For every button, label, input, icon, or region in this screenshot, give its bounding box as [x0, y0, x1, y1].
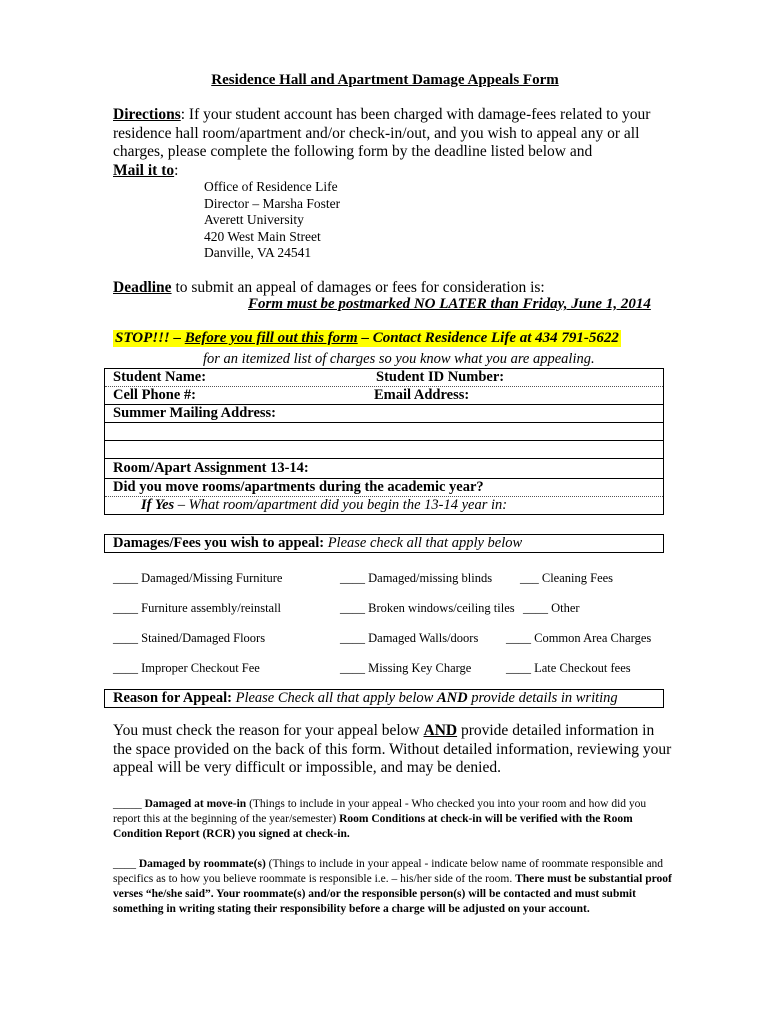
- stop-prefix: STOP!!! –: [115, 330, 185, 346]
- student-name-label: Student Name:: [113, 369, 207, 385]
- reason-heading-italic-2: provide details in writing: [467, 690, 618, 706]
- mail-colon: :: [174, 161, 179, 179]
- damage-option[interactable]: ____ Damaged/missing blinds: [340, 571, 493, 585]
- if-yes-text: – What room/apartment did you begin the 13-14 year in:: [174, 497, 508, 513]
- address-line-4: 420 West Main Street: [204, 229, 321, 244]
- move-in-blank: _____: [113, 798, 142, 810]
- move-in-text: (Things to include in your appeal - Who checked you into your room and how did you report this at the beginning of the year/semester): [113, 798, 647, 825]
- damage-option[interactable]: ____ Damaged Walls/doors: [340, 631, 479, 645]
- damage-option[interactable]: ____ Broken windows/ceiling tiles: [340, 601, 515, 615]
- roommate-label: Damaged by roommate(s): [136, 858, 266, 870]
- if-yes-line: [141, 497, 507, 514]
- damage-option[interactable]: ____ Improper Checkout Fee: [113, 661, 260, 675]
- damage-option[interactable]: ____ Stained/Damaged Floors: [113, 631, 266, 645]
- form-title: Residence Hall and Apartment Damage Appeals Form: [211, 72, 559, 88]
- address-line-2: Director – Marsha Foster: [204, 196, 341, 211]
- directions-label: Directions: [113, 106, 181, 123]
- damages-heading-italic: Please check all that apply below: [324, 535, 523, 551]
- reason-move-in[interactable]: [113, 797, 673, 842]
- stop-suffix: – Contact Residence Life at 434 791-5622: [357, 330, 619, 346]
- reason-heading-box: [104, 689, 664, 708]
- if-yes-label: If Yes: [141, 497, 175, 513]
- mail-it-to-label: Mail it to: [113, 161, 175, 179]
- reason-heading-italic-1: Please Check all that apply below: [231, 690, 437, 706]
- damage-option[interactable]: ____ Other: [523, 601, 580, 615]
- damage-option[interactable]: ____ Missing Key Charge: [340, 661, 472, 675]
- reason-roommate[interactable]: [113, 857, 673, 917]
- address-line-3: Averett University: [204, 212, 304, 227]
- email-label: Email Address:: [374, 387, 470, 403]
- stop-notice: [113, 330, 621, 347]
- instructions-part-1: You must check the reason for your appeal below: [113, 722, 424, 739]
- divider: [105, 458, 663, 459]
- instructions-paragraph: [113, 722, 673, 778]
- damages-heading-bold: Damages/Fees you wish to appeal:: [113, 535, 325, 551]
- directions-text: : If your student account has been charged with damage-fees related to your residence hall room/apartment and/or check-in/out, and you wish to appeal any or all charges, please complete the following form by the deadline listed below and: [113, 106, 651, 160]
- reason-heading-bold: Reason for Appeal:: [113, 690, 232, 706]
- postmark-deadline: Form must be postmarked NO LATER than Friday, June 1, 2014: [248, 296, 651, 312]
- reason-heading-and: AND: [436, 690, 468, 706]
- damages-heading-box: [104, 534, 664, 553]
- instructions-part-2: provide detailed information in the space provided on the back of this form. Without detailed information, reviewing your appeal will be very difficult or impossible, and may be denied.: [113, 722, 672, 776]
- move-in-bold: Room Conditions at check-in will be verified with the Room Condition Report (RCR) you signed at check-in.: [113, 813, 633, 840]
- damage-option[interactable]: ___ Cleaning Fees: [520, 571, 614, 585]
- damage-option[interactable]: ____ Late Checkout fees: [506, 661, 631, 675]
- moved-rooms-label: Did you move rooms/apartments during the academic year?: [113, 479, 484, 495]
- damage-option[interactable]: ____ Furniture assembly/reinstall: [113, 601, 282, 615]
- room-assignment-label: Room/Apart Assignment 13-14:: [113, 460, 309, 476]
- deadline-line: [113, 279, 545, 297]
- damage-option[interactable]: ____ Damaged/Missing Furniture: [113, 571, 283, 585]
- damages-heading: [113, 535, 522, 552]
- directions-paragraph: [113, 106, 673, 180]
- damage-option[interactable]: ____ Common Area Charges: [506, 631, 652, 645]
- instructions-and: AND: [423, 722, 458, 739]
- move-in-label: Damaged at move-in: [141, 798, 247, 810]
- student-info-box: [104, 368, 664, 515]
- summer-address-line-1[interactable]: [105, 423, 663, 440]
- cell-phone-label: Cell Phone #:: [113, 387, 196, 403]
- reason-heading: [113, 690, 618, 707]
- student-id-label: Student ID Number:: [376, 369, 505, 385]
- roommate-blank: ____: [113, 858, 136, 870]
- address-line-1: Office of Residence Life: [204, 179, 338, 194]
- summer-address-line-2[interactable]: [105, 441, 663, 458]
- summer-address-label: Summer Mailing Address:: [113, 405, 277, 421]
- roommate-text: (Things to include in your appeal - indicate below name of roommate responsible and specifics as to how you believe roommate is responsible i.e. – his/her side of the room.: [113, 858, 664, 885]
- roommate-bold: There must be substantial proof verses “he/she said”. Your roommate(s) and/or the responsible person(s) will be contacted and must submit something in writing stating their responsibility before a charge will be adjusted on your account.: [113, 873, 672, 915]
- deadline-label: Deadline: [113, 279, 172, 296]
- stop-underlined: Before you fill out this form: [184, 330, 358, 346]
- deadline-text: to submit an appeal of damages or fees for consideration is:: [171, 279, 545, 296]
- address-line-5: Danville, VA 24541: [204, 245, 312, 260]
- itemized-note: for an itemized list of charges so you know what you are appealing.: [203, 351, 595, 367]
